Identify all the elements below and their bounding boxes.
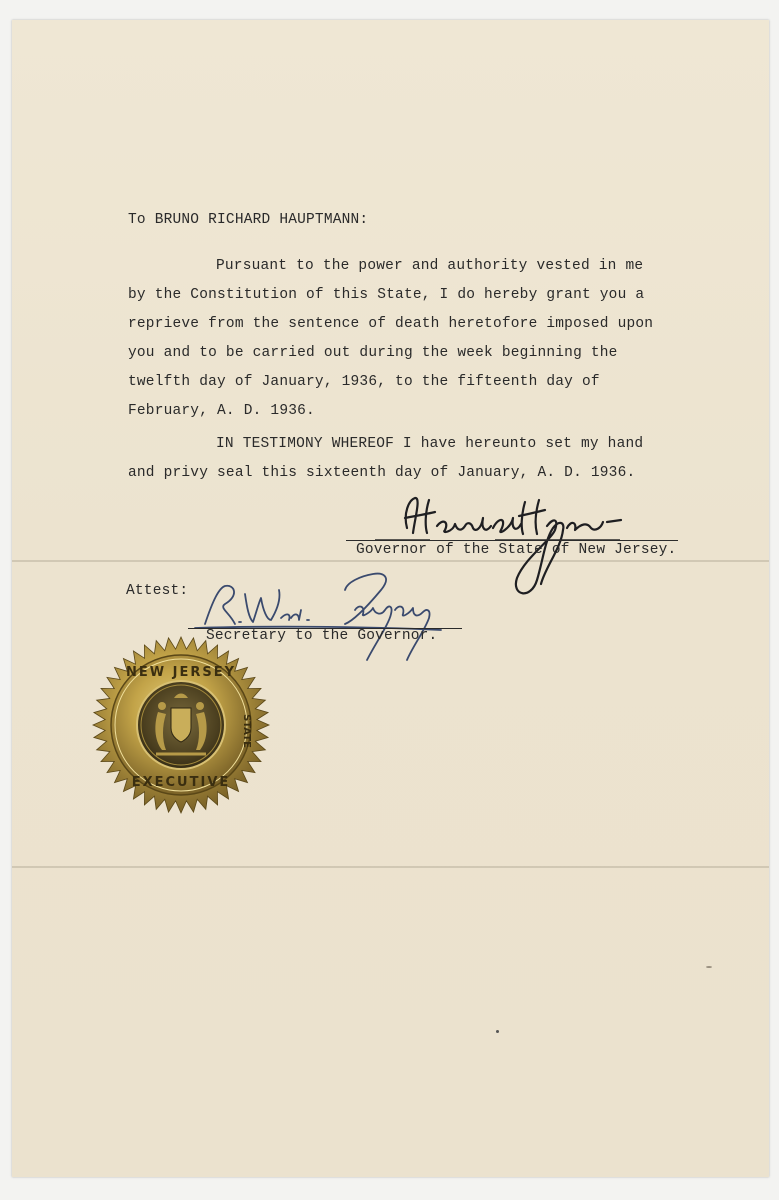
- svg-text:NEW JERSEY: NEW JERSEY: [125, 665, 237, 680]
- governor-title: Governor of the State of New Jersey.: [356, 542, 677, 558]
- state-seal: [92, 636, 270, 814]
- body-line-3: reprieve from the sentence of death heretofore imposed upon: [128, 316, 654, 332]
- testimony-line-2: and privy seal this sixteenth day of January, A. D. 1936.: [128, 465, 636, 481]
- paper-mark: [706, 966, 712, 968]
- body-line-2: by the Constitution of this State, I do hereby grant you a: [128, 287, 645, 303]
- salutation: To BRUNO RICHARD HAUPTMANN:: [128, 212, 369, 228]
- testimony-line-1: IN TESTIMONY WHEREOF I have hereunto set my hand: [216, 436, 644, 452]
- body-line-5: twelfth day of January, 1936, to the fifteenth day of: [128, 374, 600, 390]
- paper-speck: [496, 1030, 499, 1033]
- fold-crease-lower: [12, 866, 769, 868]
- body-line-4: you and to be carried out during the week beginning the: [128, 345, 618, 361]
- svg-text:EXECUTIVE: EXECUTIVE: [131, 775, 231, 790]
- body-line-6: February, A. D. 1936.: [128, 403, 315, 419]
- secretary-title: Secretary to the Governor.: [206, 628, 438, 644]
- attest-label: Attest:: [126, 583, 189, 599]
- governor-signature-line: [346, 540, 678, 541]
- svg-text:STATE: STATE: [241, 714, 252, 748]
- body-line-1: Pursuant to the power and authority vested in me: [216, 258, 644, 274]
